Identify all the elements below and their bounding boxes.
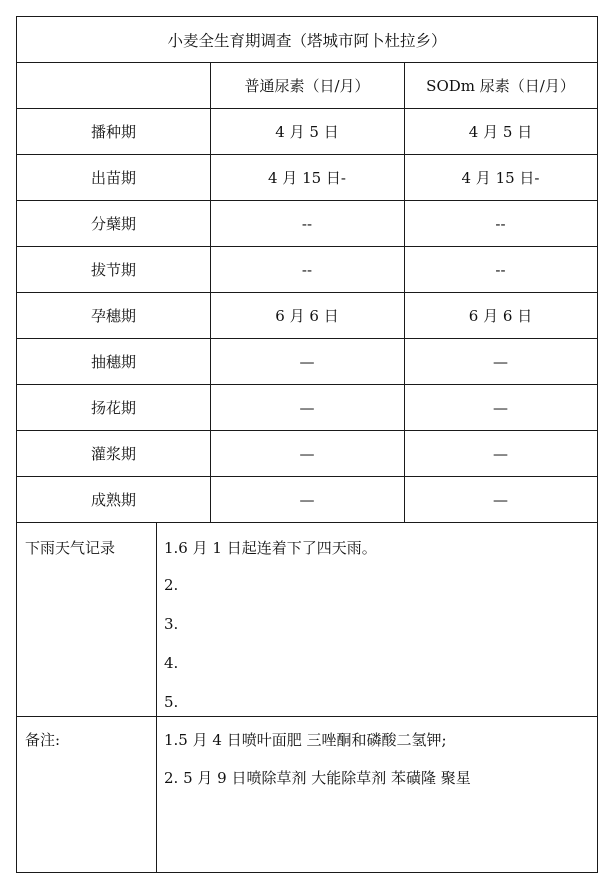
sodm-urea-date-cell: — <box>493 444 508 463</box>
notes-block <box>17 717 597 872</box>
stage-row <box>17 477 597 523</box>
normal-urea-date-cell: — <box>299 352 315 371</box>
table-title <box>17 17 597 62</box>
normal-urea-date-cell: — <box>299 398 315 417</box>
title-place: （塔城市阿卜杜拉乡） <box>291 31 447 50</box>
stage-name-cell: 扬花期 <box>90 399 136 417</box>
normal-urea-date-cell: — <box>299 444 315 463</box>
stage-name-cell: 分蘖期 <box>90 215 136 233</box>
rain-record-line: 3. <box>164 615 179 633</box>
stage-name-cell: 抽穗期 <box>90 353 136 371</box>
notes-line: 1.5 月 4 日喷叶面肥 三唑酮和磷酸二氢钾; <box>164 731 447 749</box>
header-normal-urea: 普通尿素（日/月） <box>244 77 370 95</box>
stage-name-cell: 拔节期 <box>90 261 136 279</box>
stage-row <box>17 247 597 293</box>
stage-name-cell: 出苗期 <box>90 169 136 187</box>
stage-row <box>17 339 597 385</box>
header-blank-cell <box>17 63 210 108</box>
header-sodm-urea: SODm 尿素（日/月） <box>426 77 575 95</box>
grid-divider <box>404 63 405 523</box>
sodm-urea-date-cell: -- <box>495 260 506 279</box>
normal-urea-date-cell: 4 月 5 日 <box>275 123 339 141</box>
sodm-urea-date-cell: — <box>493 398 508 417</box>
normal-urea-date-cell: 4 月 15 日- <box>267 169 346 187</box>
normal-urea-date-cell: 6 月 6 日 <box>275 307 339 325</box>
title-row <box>17 17 597 63</box>
grid-divider <box>156 523 157 872</box>
stage-name-cell: 播种期 <box>90 123 136 141</box>
stage-row <box>17 155 597 201</box>
sodm-urea-date-cell: 4 月 5 日 <box>468 123 533 141</box>
sodm-urea-date-cell: -- <box>495 214 506 233</box>
stage-row <box>17 385 597 431</box>
rain-record-line: 5. <box>164 693 179 711</box>
stage-row <box>17 109 597 155</box>
header-row <box>17 63 597 109</box>
notes-label: 备注: <box>25 731 61 749</box>
sodm-urea-date-cell: 4 月 15 日- <box>461 169 540 187</box>
survey-table <box>16 16 598 873</box>
rain-record-block <box>17 523 597 717</box>
sodm-urea-date-cell: — <box>493 490 508 509</box>
stage-row <box>17 201 597 247</box>
stage-row <box>17 293 597 339</box>
stage-row <box>17 431 597 477</box>
rain-record-label: 下雨天气记录 <box>25 539 116 557</box>
notes-line: 2. 5 月 9 日喷除草剂 大能除草剂 苯磺隆 聚星 <box>164 769 471 787</box>
normal-urea-date-cell: -- <box>301 260 313 279</box>
stage-name-cell: 孕穗期 <box>90 307 136 325</box>
normal-urea-date-cell: -- <box>301 214 313 233</box>
normal-urea-date-cell: — <box>299 490 315 509</box>
grid-divider <box>210 63 211 523</box>
sodm-urea-date-cell: — <box>493 352 508 371</box>
stage-name-cell: 成熟期 <box>90 491 136 509</box>
stage-name-cell: 灌浆期 <box>90 445 136 463</box>
rain-record-line: 1.6 月 1 日起连着下了四天雨。 <box>164 539 377 557</box>
title-main: 小麦全生育期调查 <box>167 31 292 50</box>
rain-record-line: 4. <box>164 654 179 672</box>
sodm-urea-date-cell: 6 月 6 日 <box>468 307 533 325</box>
rain-record-line: 2. <box>164 576 179 594</box>
